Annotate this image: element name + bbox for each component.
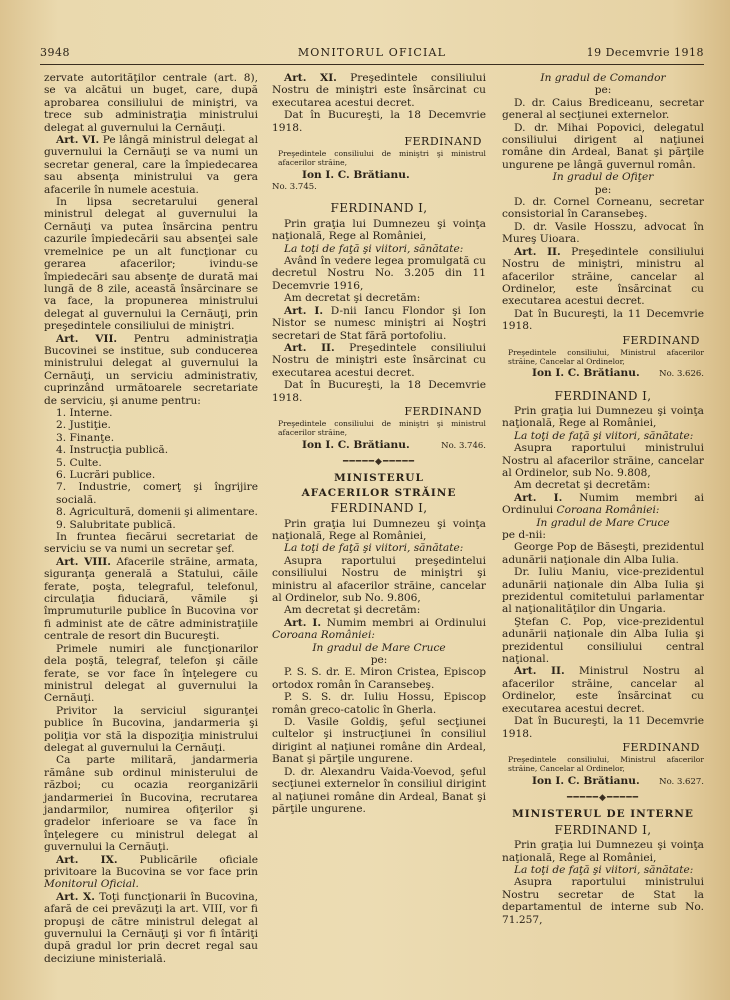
royal-signature: FERDINAND (404, 404, 482, 418)
countersignature-title: Preşedintele consiliului, Ministrul afacerilor străine, Cancelar al Ordinelor, (508, 347, 704, 366)
article-label: Art. I. (284, 616, 322, 629)
countersignature-title: Preşedintele consiliului de miniştri şi ministrul afacerilor străine, (278, 149, 486, 168)
countersignature-title: Preşedintele consiliului, Ministrul afacerilor străine, Cancelar al Ordinelor, (508, 755, 704, 773)
paragraph: Asupra raportului ministrului Nostru al afacerilor străine, cancelar al Ordinelor, sub No. 9.808, (502, 442, 704, 479)
article-label: Art. II. (514, 245, 561, 258)
article-viii (44, 556, 258, 643)
minister-name: Ion I. C. Brătianu. (532, 774, 640, 787)
header-rule (40, 64, 704, 65)
article-label: Art. VIII. (56, 555, 111, 568)
salutation: La toţi de faţă şi viitori, sănătate: (284, 242, 464, 255)
paragraph: In fruntea fiecărui secretariat de serviciu se va numi un secretar şef. (44, 531, 258, 556)
article-text: Numim membri ai Ordinului (321, 616, 486, 629)
article-ii (502, 665, 704, 715)
minister-name: Ion I. C. Brătianu. (302, 438, 410, 451)
list-item: 2. Justiţie. (56, 419, 111, 432)
list-item: 8. Agricultură, domenii şi alimentare. (56, 506, 258, 519)
article-x (44, 891, 258, 965)
paragraph: Având în vedere legea promulgată cu decretul Nostru No. 3.205 din 11 Decemvrie 1916, (272, 255, 486, 292)
article-label: Art. X. (56, 890, 95, 903)
paragraph: Prin graţia lui Dumnezeu şi voinţa naţională, Rege al României, (502, 839, 704, 864)
article-xi (272, 72, 486, 109)
ornamental-divider: ━━━━━◆━━━━━ (566, 792, 640, 803)
salutation: La toţi de faţă şi viitori, sănătate: (514, 429, 694, 442)
grade-heading: In gradul de Comandor (540, 72, 666, 84)
paragraph: George Pop de Băseşti, prezidentul adunării naţionale din Alba Iulia. (502, 541, 704, 566)
paragraph: In lipsa secretarului general ministrul delegat al guvernului la Cernăuţi va putea însărcina pentru cazurile împiedecării sau absenţei sale vremelnice pe un alt funcţionar cu gerarea afacerilor; ivindu-se împiedecări sau absenţe de durată mai lungă de 8 zile, această însărcinare se va face, la propunerea ministrului delegat al guvernului la Cernăuţi, prin preşedintele consiliului de miniştri. (44, 196, 258, 333)
secretariat-list (44, 407, 258, 531)
countersignature-title: Preşedintele consiliului de miniştri şi ministrul afacerilor străine, (278, 419, 486, 437)
article-text: Afacerile străine, armata, siguranţa generală a Statului, căile ferate, poşta, telegraful, telefonul, circulaţia fiduciară, vămile şi împrumuturile publice în Bucovina vor fi administ ate de către administraţiile centrale de resort din Bucureşti. (44, 555, 258, 643)
article-label: Art. II. (284, 341, 335, 354)
paragraph: D. Vasile Goldiş, şeful secţiunei cultelor şi instrucţiunei în consiliul dirigint al naţiunei române din Ardeal, Banat şi părţile ungurene. (272, 716, 486, 766)
pe: pe d-nii: (502, 529, 546, 541)
paragraph: Privitor la serviciul siguranţei publice în Bucovina, jandarmeria şi poliţia vor stă la dispoziţia ministrului delegat al guvernului la Cernăuţi. (44, 704, 258, 754)
article-label: Art. IX. (56, 853, 118, 866)
grade-heading: In gradul de Ofiţer (552, 171, 654, 184)
grade-heading: In gradul de Mare Cruce (312, 641, 446, 654)
pe: pe: (594, 84, 612, 97)
minister-name: Ion I. C. Brătianu. (532, 367, 640, 380)
decree-date: Dat în Bucureşti, la 18 Decemvrie 1918. (272, 109, 486, 134)
article-text: Pe lângă ministrul delegat al guvernului la Cernăuţi se va numi un secretar general, care la împiedecarea sau absenţa ministrului va gera afacerile în numele acestuia. (44, 134, 258, 196)
decree-date: Dat în Bucureşti, la 11 Decemvrie 1918. (502, 307, 704, 333)
grade-heading: In gradul de Mare Cruce (536, 516, 670, 529)
paragraph: Prin graţia lui Dumnezeu şi voinţa naţională, Rege al României, (272, 517, 486, 542)
paragraph: D. dr. Cornel Corneanu, secretar consistorial în Caransebeş. (502, 196, 704, 221)
article-label: Art. VII. (56, 332, 118, 345)
list-item: 6. Lucrări publice. (56, 469, 156, 481)
article-ix (44, 854, 258, 891)
paragraph: D. dr. Caius Brediceanu, secretar general al secţiunei externelor. (502, 96, 704, 122)
list-item: 5. Culte. (56, 456, 102, 469)
pe: pe: (370, 654, 388, 667)
paragraph: Am decretat şi decretăm: (514, 479, 651, 492)
page-header (40, 44, 704, 64)
article-label: Art. XI. (284, 72, 337, 84)
order-name: Coroana României: (556, 504, 660, 517)
article-label: Art. I. (284, 304, 324, 317)
list-item: 4. Instrucţia publică. (56, 444, 169, 457)
paragraph: P. S. S. dr. E. Miron Cristea, Episcop ortodox român în Caransebeş. (272, 666, 486, 691)
decree-number: No. 3.627. (659, 776, 704, 787)
article-i (272, 305, 486, 342)
king-title: FERDINAND I, (554, 822, 652, 837)
salutation: La toţi de faţă şi viitori, sănătate: (514, 863, 694, 876)
article-label: Art. I. (514, 491, 563, 504)
column-1 (44, 72, 258, 965)
signature-row (272, 438, 486, 452)
article-text: Publicările oficiale privitoare la Bucovina se vor face prin (44, 853, 259, 878)
decree-date: Dat în Bucureşti, la 11 Decemvrie 1918. (502, 715, 704, 740)
paragraph: Prin graţia lui Dumnezeu şi voinţa naţională, Rege al României, (502, 404, 704, 430)
article-text: Pentru administraţia Bucovinei se institue, sub conducerea ministrului delegat al guvernului la Cernăuţi, un serviciu administrativ, cuprinzând următoarele secretariate de serviciu, şi anume pentru: (44, 332, 258, 407)
king-title: FERDINAND I, (330, 201, 428, 216)
salutation: La toţi de faţă şi viitori, sănătate: (284, 542, 464, 555)
list-item: 7. Industrie, comerţ şi îngrijire socială. (56, 481, 258, 506)
paragraph: Dr. Iuliu Maniu, vice-prezidentul adunării naţionale din Alba Iulia şi prezidentul comitetului parlamentar al naţionalităţilor din Ungaria. (502, 566, 704, 616)
article-text: Preşedintele consiliului Nostru de miniştri, ministru al afacerilor străine, cancelar al Ordinelor, este însărcinat cu executarea acestui decret. (502, 245, 704, 308)
signature-row (502, 366, 704, 380)
pe: pe: (594, 183, 612, 196)
section-heading: MINISTERUL (334, 472, 424, 485)
royal-signature: FERDINAND (404, 135, 482, 149)
list-item: 1. Interne. (56, 406, 113, 419)
decree-number: No. 3.626. (659, 369, 704, 380)
article-text: Numim membri ai Ordinului (502, 491, 704, 517)
paragraph: Ştefan C. Pop, vice-prezidentul adunării naţionale din Alba Iulia şi prezidentul consiliului central naţional. (502, 615, 704, 666)
paragraph: P. S. S. dr. Iuliu Hossu, Episcop român greco-catolic în Gherla. (272, 691, 486, 716)
paragraph: Asupra raportului ministrului Nostru secretar de Stat la departamentul de interne sub No. 71.257, (502, 876, 704, 926)
article-text: Preşedintele consiliului Nostru de miniştri este însărcinat cu executarea acestui decret. (272, 72, 486, 109)
section-heading: MINISTERUL DE INTERNE (512, 808, 694, 821)
article-i (272, 617, 486, 642)
article-vi (44, 134, 258, 196)
article-vii (44, 333, 258, 407)
paragraph: Asupra raportului preşedintelui consiliului Nostru de miniştri şi ministru al afacerilor străine, cancelar al Ordinelor, sub No. 9.806, (272, 554, 486, 604)
section-heading: AFACERILOR STRĂINE (301, 486, 457, 499)
article-label: Art. VI. (56, 134, 100, 147)
paragraph: D. dr. Vasile Hosszu, advocat în Mureş Uioara. (502, 220, 704, 246)
article-text: D-nii Iancu Flondor şi Ion Nistor se numesc miniştri ai Noştri secretari de Stat fără portofoliu. (272, 304, 486, 342)
paragraph: Am decretat şi decretăm: (284, 604, 421, 617)
paragraph: D. dr. Mihai Popovici, delegatul consiliului dirigent al naţiunei române din Ardeal, Banat şi părţile ungurene pe lângă guvernul român. (502, 121, 704, 171)
paragraph: zervate autorităţilor centrale (art. 8), se va alcătui un buget, care, după aprobarea consiliului de miniştri, va trece sub administraţia ministrului delegat al guvernului la Cernăuţi. (44, 72, 258, 134)
order-name: Coroana României: (272, 629, 375, 642)
list-item: 9. Salubritate publică. (56, 518, 176, 531)
article-text: Ministrul Nostru al afacerilor străine, cancelar al Ordinelor, este însărcinat cu executarea acestui decret. (502, 665, 704, 715)
page-number: 3948 (40, 46, 70, 59)
paragraph: Am decretat şi decretăm: (284, 292, 421, 305)
paragraph: Primele numiri ale funcţionarilor dela poştă, telegraf, telefon şi căile ferate, se vor face în înţelegere cu ministrul delegat al guvernului la Cernăuţi. (44, 642, 258, 705)
king-title: FERDINAND I, (330, 501, 428, 516)
paragraph: Ca parte militară, jandarmeria rămâne sub ordinul ministerului de război; cu ocazia reorganizării jandarmeriei în Bucovina, recrutarea jandarmilor, numirea ofiţerilor şi gradelor inferioare se va face în înţelegere cu ministrul delegat al guvernului la Cernăuţi. (44, 754, 258, 854)
article-ii (272, 342, 486, 379)
ornamental-divider: ━━━━━◆━━━━━ (342, 456, 416, 467)
decree-date: Dat în Bucureşti, la 18 Decemvrie 1918. (272, 379, 486, 404)
publication-ref: Monitorul Oficial. (44, 878, 139, 891)
paragraph: D. dr. Alexandru Vaida-Voevod, şeful secţiunei externelor în consiliul dirigint al naţiunei române din Ardeal, Banat şi părţile ungurene. (272, 765, 486, 815)
decree-number: No. 3.746. (441, 440, 486, 451)
list-item: 3. Finanţe. (56, 431, 115, 444)
signature-row (502, 774, 704, 788)
paragraph: Prin graţia lui Dumnezeu şi voinţa naţională, Rege al României, (272, 217, 486, 243)
article-i (502, 492, 704, 517)
article-text: Preşedintele consiliului Nostru de miniştri este însărcinat cu executarea acestui decret. (272, 341, 486, 379)
article-text: Toţi funcţionarii în Bucovina, afară de cei prevăzuţi la art. VIII, vor fi propuşi de către ministrul delegat al guvernului la Cernăuţi şi vor fi întăriţi după gradul lor prin decret regal sau deciziune ministerială. (44, 890, 258, 965)
publication-title: MONITORUL OFICIAL (297, 46, 447, 59)
column-3 (502, 72, 704, 926)
article-ii (502, 246, 704, 308)
minister-name: Ion I. C. Brătianu. (302, 168, 410, 181)
king-title: FERDINAND I, (554, 388, 652, 403)
column-2 (272, 72, 486, 815)
royal-signature: FERDINAND (622, 333, 700, 347)
article-label: Art. II. (514, 665, 565, 678)
issue-date: 19 Decemvrie 1918 (586, 46, 704, 59)
royal-signature: FERDINAND (622, 740, 700, 754)
decree-number: No. 3.745. (272, 182, 317, 193)
